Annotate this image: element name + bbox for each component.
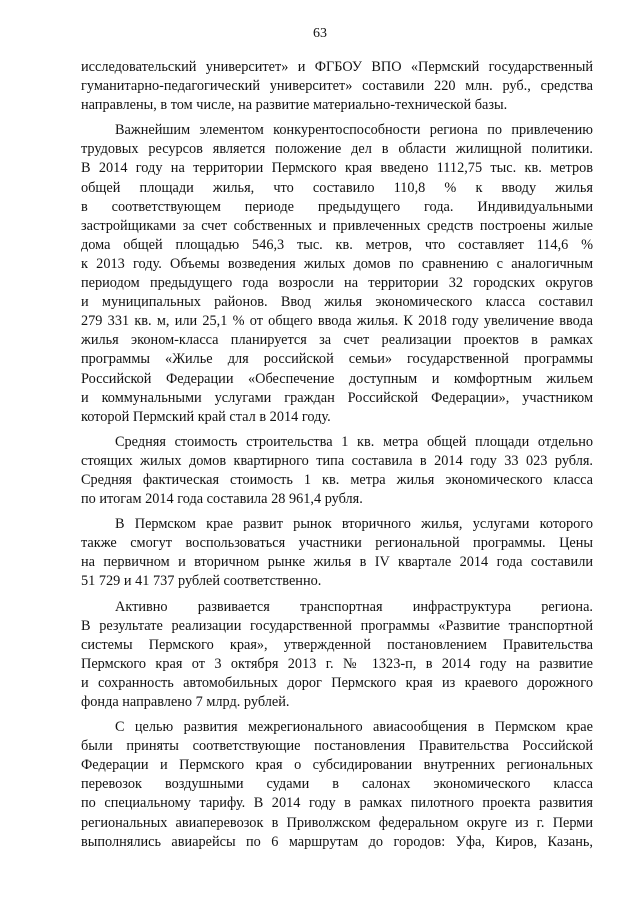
- text-line: также смогут воспользоваться участники региональной программы. Цены: [81, 535, 593, 552]
- text-line: стоящих жилых домов квартирного типа составила в 2014 году 33 023 рубля.: [81, 452, 593, 469]
- text-line: к 2013 году. Объемы возведения жилых домов по сравнению с аналогичным: [81, 255, 593, 272]
- paragraph-6: [81, 718, 593, 852]
- text-line: 51 729 и 41 737 рублей соответственно.: [81, 573, 322, 590]
- paragraph-4: [81, 515, 593, 591]
- text-line: Пермского края от 3 октября 2013 г. № 1323-п, в 2014 году на развитие: [81, 655, 593, 672]
- paragraph-1: [81, 58, 593, 115]
- text-line: Федерации и Пермского края о субсидировании внутренних региональных: [81, 757, 593, 774]
- text-line: были приняты соответствующие постановления Правительства Российской: [81, 738, 593, 755]
- text-line: региональных авиаперевозок в Приволжском федеральном округе из г. Перми: [81, 814, 593, 831]
- text-line: и сохранность автомобильных дорог Пермского края из краевого дорожного: [81, 674, 593, 691]
- paragraph-2: [81, 121, 593, 427]
- paragraph-5: [81, 598, 593, 713]
- text-line: и коммунальными услугами граждан Российской Федерации», участником: [81, 389, 593, 406]
- text-line: трудовых ресурсов является положение дел в области жилищной политики.: [81, 141, 593, 158]
- text-line: Российской Федерации «Обеспечение доступным и комфортным жильем: [81, 370, 593, 387]
- text-line: программы «Жилье для российской семьи» государственной программы: [81, 351, 593, 368]
- text-line: 279 331 кв. м, или 25,1 % от общего ввода жилья. К 2018 году увеличение ввода: [81, 313, 593, 330]
- text-line: общей площади жилья, что составило 110,8 % к вводу жилья: [81, 179, 593, 196]
- text-line: В результате реализации государственной программы «Развитие транспортной: [81, 617, 593, 634]
- text-line: Средняя фактическая стоимость 1 кв. метра жилья экономического класса: [81, 471, 593, 488]
- text-line: С целью развития межрегионального авиасообщения в Пермском крае: [115, 719, 593, 736]
- text-line: перевозок воздушными судами в салонах экономического класса: [81, 776, 593, 793]
- text-line: и муниципальных районов. Ввод жилья экономического класса составил: [81, 294, 593, 311]
- text-line: которой Пермский край стал в 2014 году.: [81, 408, 331, 425]
- text-line: В Пермском крае развит рынок вторичного жилья, услугами которого: [115, 516, 593, 533]
- text-line: застройщиками за счет собственных и привлеченных средств построены жилые: [81, 217, 593, 234]
- text-line: исследовательский университет» и ФГБОУ ВПО «Пермский государственный: [81, 59, 593, 75]
- text-line: жилья эконом-класса планируется за счет реализации проектов в рамках: [81, 332, 593, 349]
- text-line: по специальному тарифу. В 2014 году в рамках пилотного проекта развития: [81, 795, 593, 812]
- text-line: Активно развивается транспортная инфраструктура региона.: [115, 598, 593, 615]
- text-line: на первичном и вторичном рынке жилья в IV квартале 2014 года составили: [81, 554, 593, 571]
- text-line: выполнялись авиарейсы по 6 маршрутам до городов: Уфа, Киров, Казань,: [81, 833, 593, 850]
- text-line: Средняя стоимость строительства 1 кв. метра общей площади отдельно: [115, 433, 593, 450]
- text-line: по итогам 2014 года составила 28 961,4 рубля.: [81, 491, 363, 508]
- text-line: дома общей площадью 546,3 тыс. кв. метров, что составляет 114,6 %: [81, 236, 593, 253]
- text-line: фонда направлено 7 млрд. рублей.: [81, 694, 290, 710]
- page-number: 63: [313, 26, 327, 41]
- paragraph-3: [81, 433, 593, 509]
- text-line: в соответствующем периоде предыдущего года. Индивидуальными: [81, 198, 593, 215]
- text-line: системы Пермского края», утвержденной постановлением Правительства: [81, 636, 593, 653]
- text-line: направлены, в том числе, на развитие материально-технической базы.: [81, 97, 508, 114]
- text-line: В 2014 году на территории Пермского края введено 1112,75 тыс. кв. метров: [81, 160, 593, 177]
- text-line: гуманитарно-педагогический университет» составили 220 млн. руб., средства: [81, 78, 593, 95]
- text-line: периодом предыдущего года возросли на территории 32 городских округов: [81, 275, 593, 292]
- text-line: Важнейшим элементом конкурентоспособности региона по привлечению: [115, 122, 593, 139]
- document-body: [81, 58, 593, 852]
